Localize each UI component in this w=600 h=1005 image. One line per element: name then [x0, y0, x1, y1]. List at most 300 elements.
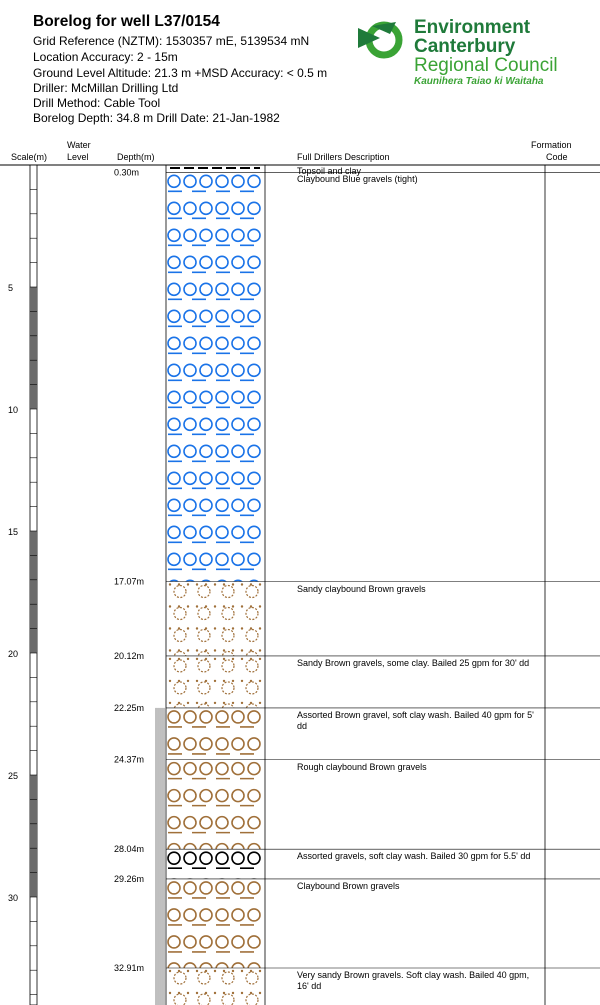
page-title: Borelog for well L37/0154	[33, 13, 220, 30]
gravel-pebble	[200, 553, 212, 565]
sand-grain	[259, 680, 261, 682]
gravel-pebble	[200, 256, 212, 268]
gravel-pebble	[222, 608, 234, 620]
gravel-pebble	[174, 972, 186, 984]
gravel-pebble	[168, 364, 180, 376]
sand-grain	[259, 658, 261, 660]
gravel-pebble	[184, 391, 196, 403]
sand-grain	[196, 992, 198, 994]
sand-grain	[214, 702, 216, 704]
sand-grain	[223, 627, 225, 629]
gravel-pebble	[200, 175, 212, 187]
water-level-header-line2: Level	[67, 152, 89, 162]
sand-grain	[232, 627, 234, 629]
scale-bar-segment	[30, 311, 37, 335]
gravel-pebble	[200, 711, 212, 723]
gravel-pebble	[168, 256, 180, 268]
sand-grain	[241, 702, 243, 704]
gravel-pebble	[168, 738, 180, 750]
sand-grain	[169, 605, 171, 607]
gravel-pebble	[232, 229, 244, 241]
gravel-pebble	[216, 763, 228, 775]
gravel-pebble	[200, 364, 212, 376]
gravel-pebble	[232, 310, 244, 322]
gravel-pebble	[168, 882, 180, 894]
sand-grain	[196, 970, 198, 972]
gravel-pebble	[216, 879, 228, 891]
sand-grain	[232, 680, 234, 682]
gravel-pebble	[168, 418, 180, 430]
sand-grain	[169, 583, 171, 585]
scale-label: 10	[8, 405, 19, 415]
sand-grain	[169, 970, 171, 972]
sand-grain	[241, 605, 243, 607]
gravel-pebble	[232, 202, 244, 214]
gravel-pebble	[184, 229, 196, 241]
gravel-pebble	[222, 630, 234, 642]
layer-pattern	[168, 711, 260, 754]
gravel-pebble	[248, 936, 260, 948]
gravel-pebble	[168, 526, 180, 538]
gravel-pebble	[184, 202, 196, 214]
sand-grain	[214, 680, 216, 682]
layer-description: Sandy Brown gravels, some clay. Bailed 25 gpm for 30' dd	[297, 657, 530, 668]
gravel-pebble	[232, 472, 244, 484]
sand-grain	[169, 627, 171, 629]
sand-grain	[214, 605, 216, 607]
lithology-layer	[168, 763, 260, 860]
scale-label: 5	[8, 283, 14, 293]
layer-pattern	[168, 882, 260, 979]
sand-grain	[196, 605, 198, 607]
gravel-pebble	[248, 526, 260, 538]
gravel-pebble	[248, 711, 260, 723]
gravel-pebble	[174, 630, 186, 642]
gravel-pebble	[216, 418, 228, 430]
gravel-pebble	[232, 499, 244, 511]
formation-header-line2: Code	[546, 152, 568, 162]
gravel-pebble	[216, 553, 228, 565]
sand-grain	[223, 583, 225, 585]
gravel-pebble	[216, 229, 228, 241]
gravel-pebble	[232, 391, 244, 403]
lithology-layer	[168, 882, 260, 979]
scale-bar-segment	[30, 360, 37, 384]
sand-grain	[187, 583, 189, 585]
layer-description: Assorted gravels, soft clay wash. Bailed 30 gpm for 5.5' dd	[297, 851, 531, 862]
gravel-pebble	[200, 499, 212, 511]
gravel-pebble	[248, 882, 260, 894]
gravel-pebble	[248, 790, 260, 802]
gravel-pebble	[216, 499, 228, 511]
description-header: Full Drillers Description	[297, 152, 390, 162]
sand-grain	[214, 658, 216, 660]
gravel-pebble	[232, 711, 244, 723]
sand-grain	[223, 649, 225, 651]
depth-label: 17.07m	[114, 576, 145, 587]
gravel-pebble	[232, 445, 244, 457]
scale-bar-segment	[30, 336, 37, 360]
gravel-pebble	[174, 608, 186, 620]
gravel-pebble	[184, 738, 196, 750]
gravel-pebble	[184, 711, 196, 723]
gravel-pebble	[168, 817, 180, 829]
gravel-pebble	[168, 202, 180, 214]
depth-label: 28.04m	[114, 844, 145, 855]
sand-grain	[187, 992, 189, 994]
gravel-pebble	[168, 909, 180, 921]
depth-label: 24.37m	[114, 754, 145, 765]
sand-grain	[241, 992, 243, 994]
scale-label: 25	[8, 771, 19, 781]
gravel-pebble	[216, 337, 228, 349]
gravel-pebble	[200, 283, 212, 295]
gravel-pebble	[248, 175, 260, 187]
layer-description: Claybound Blue gravels (tight)	[297, 174, 418, 185]
gravel-pebble	[198, 586, 210, 598]
gravel-pebble	[216, 909, 228, 921]
gravel-pebble	[168, 963, 180, 975]
scale-bar-segment	[30, 604, 37, 628]
gravel-pebble	[232, 852, 244, 864]
sand-grain	[259, 992, 261, 994]
gravel-pebble	[200, 229, 212, 241]
sand-grain	[223, 658, 225, 660]
ground-level-altitude: Ground Level Altitude: 21.3 m +MSD Accuracy: < 0.5 m	[33, 66, 328, 80]
gravel-pebble	[168, 445, 180, 457]
grid-reference: Grid Reference (NZTM): 1530357 mE, 5139534 mN	[33, 34, 310, 48]
sand-grain	[223, 680, 225, 682]
sand-grain	[187, 680, 189, 682]
lithology-layer	[169, 970, 261, 1005]
sand-grain	[169, 649, 171, 651]
gravel-pebble	[198, 682, 210, 694]
gravel-pebble	[200, 337, 212, 349]
gravel-pebble	[184, 418, 196, 430]
gravel-pebble	[184, 256, 196, 268]
depth-label: 20.12m	[114, 650, 145, 661]
lithology-layer	[168, 175, 260, 596]
layer-description: Very sandy Brown gravels. Soft clay wash. Bailed 40 gpm, 16' dd	[297, 970, 530, 991]
scale-label: 20	[8, 649, 19, 659]
gravel-pebble	[216, 256, 228, 268]
sand-grain	[241, 583, 243, 585]
gravel-pebble	[200, 472, 212, 484]
gravel-pebble	[168, 472, 180, 484]
sand-grain	[259, 605, 261, 607]
sand-grain	[241, 649, 243, 651]
scale-bar-segment	[30, 799, 37, 823]
location-accuracy: Location Accuracy: 2 - 15m	[33, 50, 178, 64]
gravel-pebble	[198, 972, 210, 984]
gravel-pebble	[200, 909, 212, 921]
gravel-pebble	[246, 682, 258, 694]
gravel-pebble	[184, 763, 196, 775]
gravel-pebble	[232, 817, 244, 829]
depth-header: Depth(m)	[117, 152, 155, 162]
gravel-pebble	[248, 879, 260, 891]
scale-label: 15	[8, 527, 19, 537]
scale-label: 30	[8, 893, 19, 903]
gravel-pebble	[222, 994, 234, 1005]
gravel-pebble	[216, 882, 228, 894]
gravel-pebble	[200, 817, 212, 829]
layer-pattern	[169, 583, 261, 663]
scale-bar-segment	[30, 555, 37, 579]
gravel-pebble	[248, 852, 260, 864]
gravel-pebble	[248, 337, 260, 349]
water-level-header-line1: Water	[67, 140, 91, 150]
layer-pattern	[169, 658, 261, 716]
gravel-pebble	[248, 391, 260, 403]
gravel-pebble	[200, 936, 212, 948]
gravel-pebble	[168, 499, 180, 511]
gravel-pebble	[248, 310, 260, 322]
sand-grain	[196, 702, 198, 704]
gravel-pebble	[184, 790, 196, 802]
gravel-pebble	[248, 909, 260, 921]
gravel-pebble	[200, 391, 212, 403]
depth-label: 22.25m	[114, 702, 145, 713]
sand-grain	[214, 583, 216, 585]
gravel-pebble	[216, 445, 228, 457]
sand-grain	[214, 992, 216, 994]
sand-grain	[232, 658, 234, 660]
scale-header: Scale(m)	[11, 152, 48, 162]
gravel-pebble	[232, 790, 244, 802]
gravel-pebble	[248, 499, 260, 511]
logo-line-environment: Environment	[414, 17, 531, 38]
gravel-pebble	[232, 364, 244, 376]
sand-grain	[232, 649, 234, 651]
gravel-pebble	[216, 310, 228, 322]
sand-grain	[196, 649, 198, 651]
sand-grain	[232, 970, 234, 972]
gravel-pebble	[246, 586, 258, 598]
scale-bar-segment	[30, 775, 37, 799]
gravel-pebble	[232, 763, 244, 775]
gravel-pebble	[248, 283, 260, 295]
gravel-pebble	[168, 936, 180, 948]
layer-description: Assorted Brown gravel, soft clay wash. Bailed 40 gpm for 5' dd	[297, 709, 534, 731]
gravel-pebble	[200, 763, 212, 775]
gravel-pebble	[232, 909, 244, 921]
sand-grain	[214, 649, 216, 651]
gravel-pebble	[248, 364, 260, 376]
gravel-pebble	[200, 882, 212, 894]
gravel-pebble	[216, 472, 228, 484]
gravel-pebble	[232, 553, 244, 565]
gravel-pebble	[200, 852, 212, 864]
scale-bar-segment	[30, 873, 37, 897]
layer-pattern	[169, 970, 261, 1005]
gravel-pebble	[248, 256, 260, 268]
scale-bar-segment	[30, 531, 37, 555]
sand-grain	[241, 680, 243, 682]
gravel-pebble	[168, 763, 180, 775]
gravel-pebble	[222, 972, 234, 984]
gravel-pebble	[200, 790, 212, 802]
gravel-pebble	[216, 202, 228, 214]
gravel-pebble	[216, 364, 228, 376]
gravel-pebble	[184, 879, 196, 891]
gravel-pebble	[248, 445, 260, 457]
gravel-pebble	[184, 283, 196, 295]
gravel-pebble	[232, 526, 244, 538]
gravel-pebble	[184, 909, 196, 921]
gravel-pebble	[200, 963, 212, 975]
sand-grain	[223, 992, 225, 994]
gravel-pebble	[184, 553, 196, 565]
gravel-pebble	[232, 963, 244, 975]
sand-grain	[169, 680, 171, 682]
gravel-pebble	[248, 229, 260, 241]
gravel-pebble	[222, 660, 234, 672]
sand-grain	[214, 970, 216, 972]
sand-grain	[223, 702, 225, 704]
gravel-pebble	[222, 682, 234, 694]
sand-grain	[196, 627, 198, 629]
gravel-pebble	[168, 879, 180, 891]
logo-line-regional-council: Regional Council	[414, 55, 558, 76]
gravel-pebble	[168, 175, 180, 187]
gravel-pebble	[232, 879, 244, 891]
gravel-pebble	[184, 963, 196, 975]
gravel-pebble	[184, 882, 196, 894]
gravel-pebble	[200, 879, 212, 891]
layer-pattern	[168, 175, 260, 596]
layer-description: Topsoil and clay	[297, 166, 362, 176]
lithology-layer	[168, 711, 260, 754]
lithology-layer	[168, 852, 260, 895]
gravel-pebble	[174, 586, 186, 598]
gravel-pebble	[232, 256, 244, 268]
gravel-pebble	[248, 738, 260, 750]
gravel-pebble	[198, 660, 210, 672]
gravel-pebble	[200, 310, 212, 322]
gravel-pebble	[232, 175, 244, 187]
gravel-pebble	[184, 817, 196, 829]
sand-grain	[169, 702, 171, 704]
gravel-pebble	[246, 608, 258, 620]
gravel-pebble	[168, 229, 180, 241]
gravel-pebble	[216, 391, 228, 403]
gravel-pebble	[246, 972, 258, 984]
gravel-pebble	[248, 963, 260, 975]
scale-bar-segment	[30, 629, 37, 653]
gravel-pebble	[168, 337, 180, 349]
gravel-pebble	[248, 817, 260, 829]
gravel-pebble	[200, 202, 212, 214]
gravel-pebble	[184, 472, 196, 484]
sand-grain	[187, 649, 189, 651]
gravel-pebble	[248, 418, 260, 430]
gravel-pebble	[200, 445, 212, 457]
driller: Driller: McMillan Drilling Ltd	[33, 81, 179, 95]
logo-line-canterbury: Canterbury	[414, 36, 516, 57]
gravel-pebble	[216, 711, 228, 723]
gravel-pebble	[232, 936, 244, 948]
gravel-pebble	[184, 936, 196, 948]
scale-bar-segment	[30, 580, 37, 604]
layer-pattern	[168, 763, 260, 860]
gravel-pebble	[168, 310, 180, 322]
sand-grain	[232, 702, 234, 704]
sand-grain	[241, 627, 243, 629]
layer-description: Rough claybound Brown gravels	[297, 761, 427, 772]
gravel-pebble	[184, 526, 196, 538]
sand-grain	[187, 627, 189, 629]
gravel-pebble	[246, 630, 258, 642]
gravel-pebble	[168, 553, 180, 565]
gravel-pebble	[248, 202, 260, 214]
sand-grain	[259, 970, 261, 972]
gravel-pebble	[174, 994, 186, 1005]
lithology-layer	[169, 658, 261, 716]
sand-grain	[232, 992, 234, 994]
sand-grain	[187, 605, 189, 607]
sand-grain	[223, 970, 225, 972]
sand-grain	[259, 702, 261, 704]
borelog-depth-and-date: Borelog Depth: 34.8 m Drill Date: 21-Jan-1982	[33, 111, 280, 125]
sand-grain	[196, 583, 198, 585]
gravel-pebble	[216, 790, 228, 802]
gravel-pebble	[232, 418, 244, 430]
sand-grain	[169, 658, 171, 660]
gravel-pebble	[232, 283, 244, 295]
gravel-pebble	[174, 660, 186, 672]
sand-grain	[232, 583, 234, 585]
gravel-pebble	[216, 175, 228, 187]
gravel-pebble	[198, 630, 210, 642]
sand-grain	[169, 992, 171, 994]
gravel-pebble	[246, 994, 258, 1005]
gravel-pebble	[248, 553, 260, 565]
gravel-pebble	[232, 738, 244, 750]
sand-grain	[259, 583, 261, 585]
scale-bar-segment	[30, 287, 37, 311]
gravel-pebble	[200, 418, 212, 430]
drill-method: Drill Method: Cable Tool	[33, 96, 161, 110]
gravel-pebble	[184, 499, 196, 511]
sand-grain	[196, 658, 198, 660]
gravel-pebble	[216, 963, 228, 975]
formation-header-line1: Formation	[531, 140, 572, 150]
gravel-pebble	[216, 526, 228, 538]
gravel-pebble	[216, 738, 228, 750]
layer-pattern	[168, 852, 260, 895]
gravel-pebble	[184, 445, 196, 457]
layer-description: Claybound Brown gravels	[297, 880, 400, 891]
gravel-pebble	[184, 364, 196, 376]
gravel-pebble	[198, 994, 210, 1005]
gravel-pebble	[216, 817, 228, 829]
layer-description: Sandy claybound Brown gravels	[297, 583, 426, 594]
sand-grain	[241, 970, 243, 972]
gravel-pebble	[216, 283, 228, 295]
depth-label: 29.26m	[114, 873, 145, 884]
gravel-pebble	[200, 526, 212, 538]
gravel-pebble	[248, 763, 260, 775]
sand-grain	[259, 649, 261, 651]
gravel-pebble	[200, 738, 212, 750]
sand-grain	[259, 627, 261, 629]
sand-grain	[187, 658, 189, 660]
gravel-pebble	[246, 660, 258, 672]
logo-line-maori: Kaunihera Taiao ki Waitaha	[414, 76, 544, 87]
sand-grain	[232, 605, 234, 607]
gravel-pebble	[216, 936, 228, 948]
